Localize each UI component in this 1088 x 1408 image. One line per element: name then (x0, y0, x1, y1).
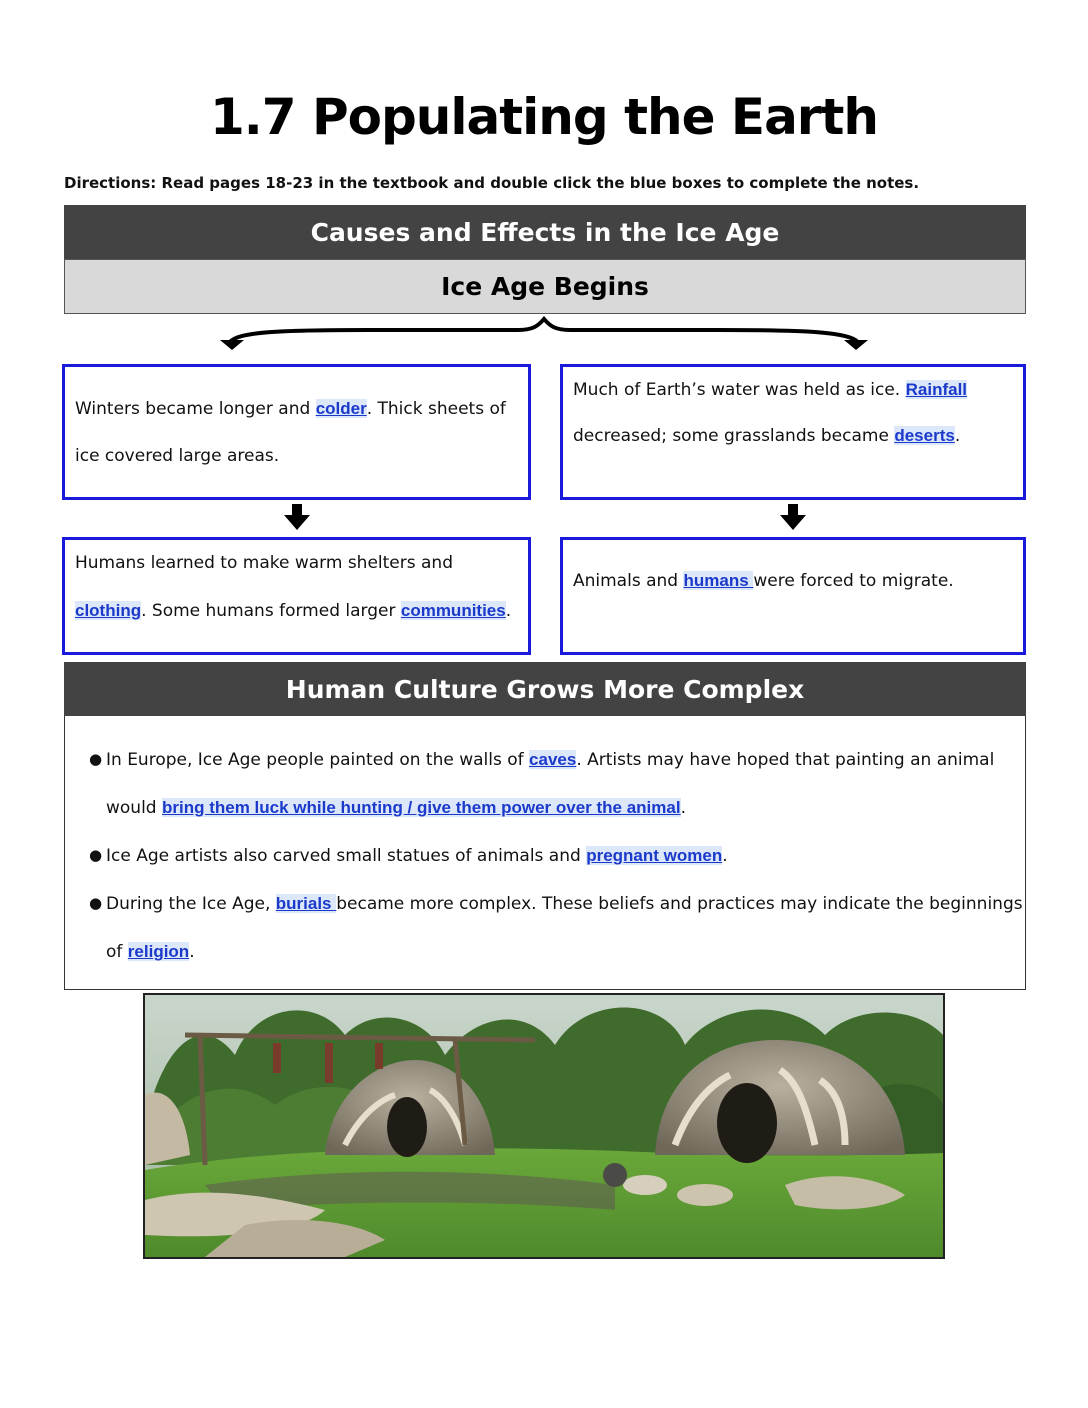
blank-luck-hunting[interactable]: bring them luck while hunting / give them power over the animal (162, 798, 681, 817)
directions-text: Directions: Read pages 18-23 in the textbook and double click the blue boxes to complete the notes. (64, 174, 920, 192)
brace-arrow-icon (218, 314, 874, 354)
blank-deserts[interactable]: deserts (894, 426, 955, 445)
effect-text: Humans learned to make warm shelters and (75, 553, 453, 573)
blank-communities[interactable]: communities (400, 601, 506, 620)
down-arrow-icon (779, 503, 807, 531)
blank-humans[interactable]: humans (683, 571, 754, 590)
section-header-human-culture: Human Culture Grows More Complex (64, 662, 1026, 717)
cause-text: Much of Earth’s water was held as ice. (573, 380, 906, 400)
cause-text: . (954, 426, 961, 446)
cause-text: Winters became longer and (75, 399, 316, 419)
list-item: ● In Europe, Ice Age people painted on the walls of caves. Artists may have hoped that painting an animal would bring them luck while hunting / give them power over the animal. (89, 736, 1025, 832)
bullet-icon: ● (89, 894, 103, 912)
cause-box-water (560, 364, 1026, 500)
subheader-ice-age-begins: Ice Age Begins (64, 259, 1026, 314)
page-title: 1.7 Populating the Earth (210, 88, 878, 146)
cause-box-winters (62, 364, 531, 500)
down-arrow-icon (283, 503, 311, 531)
blank-caves[interactable]: caves (529, 750, 577, 769)
cause-text: . Thick sheets of ice covered large areas. (75, 399, 506, 466)
bullet-list (65, 716, 1025, 976)
effect-text: were forced to migrate. (753, 571, 954, 591)
bullet-icon: ● (89, 750, 103, 768)
bullet-icon: ● (89, 846, 103, 864)
cause-text: decreased; some grasslands became (573, 426, 895, 446)
mammoth-bone-huts-photo (143, 993, 945, 1259)
effect-text: . Some humans formed larger (141, 601, 401, 621)
list-item: ● Ice Age artists also carved small statues of animals and pregnant women. (89, 832, 1025, 880)
effect-text: . (505, 601, 512, 621)
blank-religion[interactable]: religion (127, 942, 190, 961)
effect-box-migrate (560, 537, 1026, 655)
blank-burials[interactable]: burials (275, 894, 337, 913)
blank-pregnant-women[interactable]: pregnant women (586, 846, 723, 865)
list-item: ● During the Ice Age, burials became more complex. These beliefs and practices may indicate the beginnings of religion. (89, 880, 1025, 976)
effect-box-shelters (62, 537, 531, 655)
blank-colder[interactable]: colder (315, 399, 367, 418)
blank-clothing[interactable]: clothing (75, 601, 142, 620)
section-header-causes-effects: Causes and Effects in the Ice Age (64, 205, 1026, 260)
culture-notes (64, 716, 1026, 990)
effect-text: Animals and (573, 571, 684, 591)
blank-rainfall[interactable]: Rainfall (905, 380, 968, 399)
